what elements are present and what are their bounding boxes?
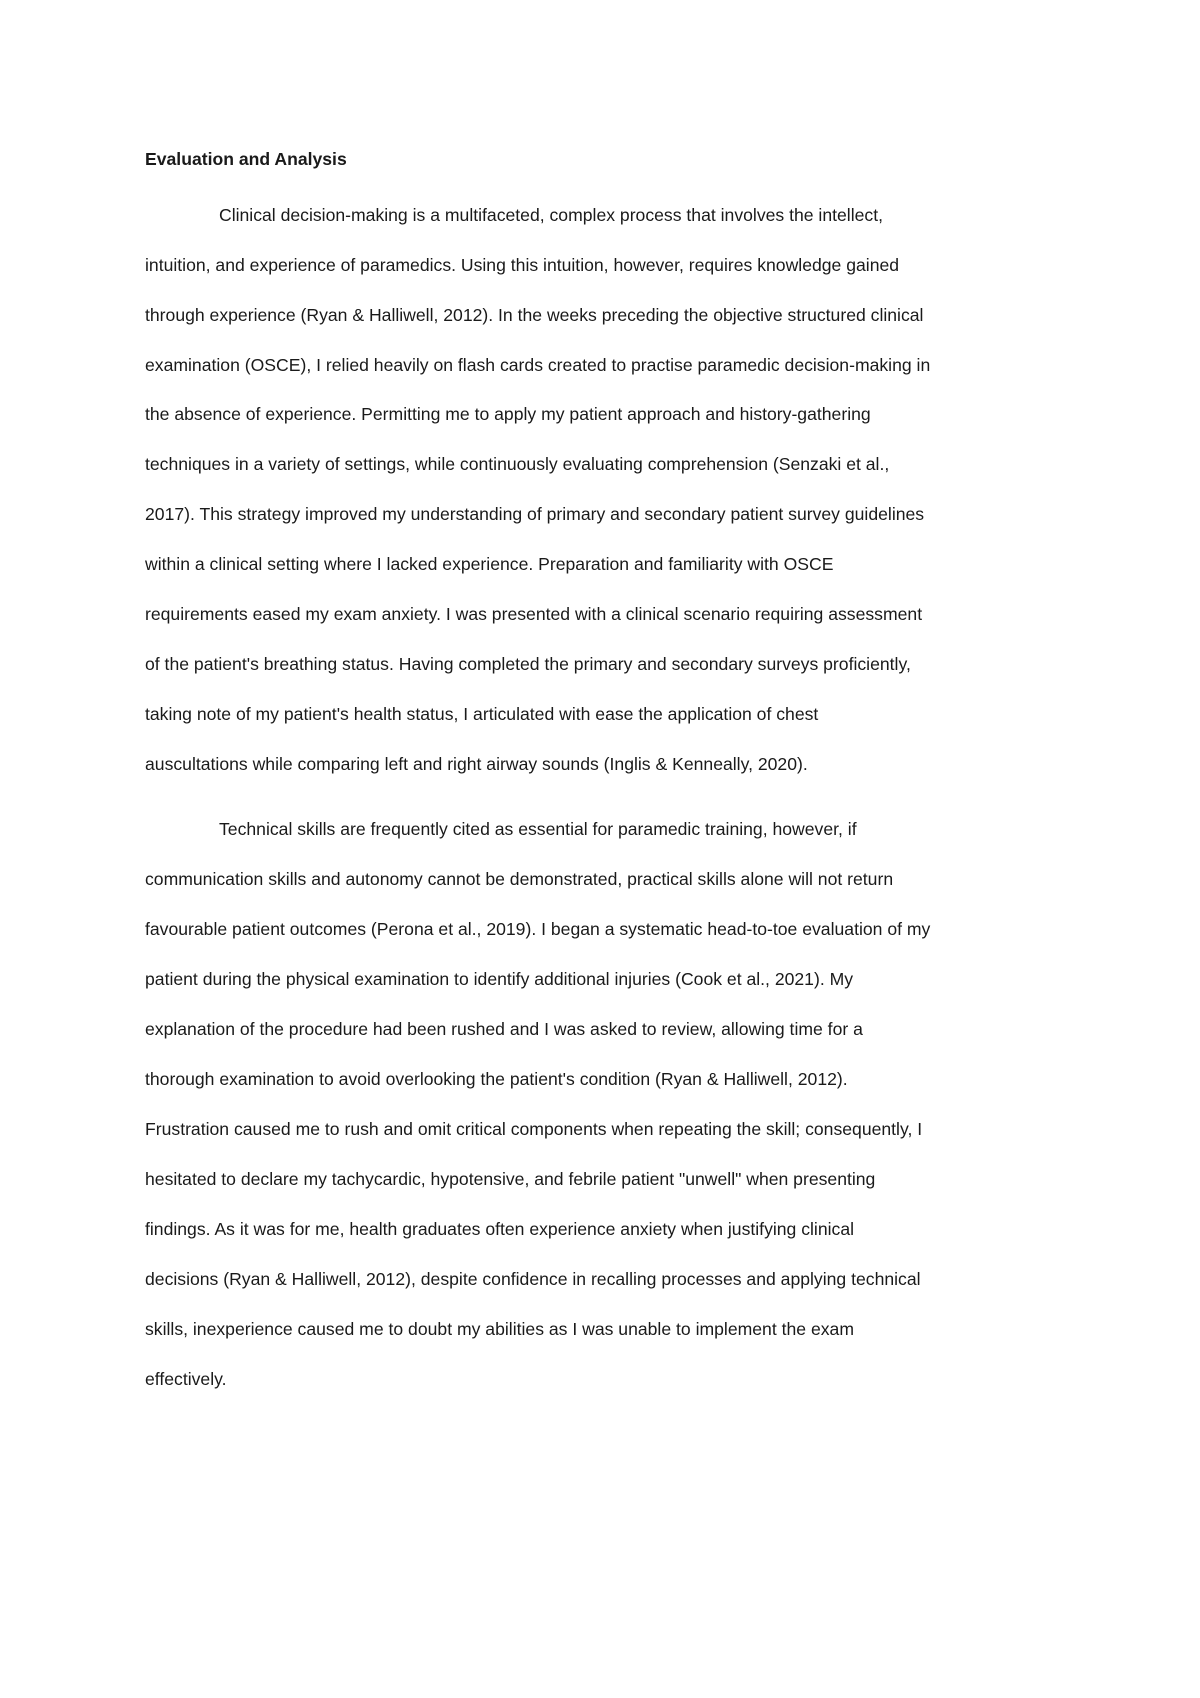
paragraph-line: within a clinical setting where I lacked experience. Preparation and familiarity with OSCE [145, 554, 834, 574]
paragraph-line: through experience (Ryan & Halliwell, 2012). In the weeks preceding the objective structured clinical [145, 305, 924, 325]
paragraph-line: Technical skills are frequently cited as essential for paramedic training, however, if [219, 819, 857, 839]
paragraph-line: decisions (Ryan & Halliwell, 2012), despite confidence in recalling processes and applying technical [145, 1269, 921, 1289]
paragraph-line: Clinical decision-making is a multifaceted, complex process that involves the intellect, [219, 205, 883, 225]
paragraph-line: auscultations while comparing left and right airway sounds (Inglis & Kenneally, 2020). [145, 754, 808, 774]
paragraph-line: explanation of the procedure had been rushed and I was asked to review, allowing time for a [145, 1019, 863, 1039]
paragraph-line: findings. As it was for me, health graduates often experience anxiety when justifying clinical [145, 1219, 855, 1239]
paragraph-line: skills, inexperience caused me to doubt my abilities as I was unable to implement the exam [145, 1319, 854, 1339]
section-heading: Evaluation and Analysis [145, 149, 347, 169]
paragraph-line: of the patient's breathing status. Having completed the primary and secondary surveys proficiently, [145, 654, 911, 674]
paragraph-line: effectively. [145, 1369, 227, 1389]
paragraph-line: requirements eased my exam anxiety. I was presented with a clinical scenario requiring assessment [145, 604, 923, 624]
paragraph-line: communication skills and autonomy cannot be demonstrated, practical skills alone will not return [145, 869, 894, 889]
paragraph-line: patient during the physical examination to identify additional injuries (Cook et al., 2021). My [145, 969, 854, 989]
paragraph-line: the absence of experience. Permitting me to apply my patient approach and history-gathering [145, 404, 871, 424]
paragraph-line: thorough examination to avoid overlooking the patient's condition (Ryan & Halliwell, 2012). [145, 1069, 848, 1089]
paragraph-line: taking note of my patient's health status, I articulated with ease the application of chest [145, 704, 819, 724]
paragraph-line: hesitated to declare my tachycardic, hypotensive, and febrile patient "unwell" when presenting [145, 1169, 876, 1189]
paragraph-line: techniques in a variety of settings, while continuously evaluating comprehension (Senzaki et al., [145, 454, 890, 474]
paragraph-line: examination (OSCE), I relied heavily on flash cards created to practise paramedic decision-making in [145, 355, 931, 375]
paragraph-line: favourable patient outcomes (Perona et al., 2019). I began a systematic head-to-toe evaluation of my [145, 919, 931, 939]
paragraph-line: 2017). This strategy improved my understanding of primary and secondary patient survey guidelines [145, 504, 925, 524]
paragraph-line: Frustration caused me to rush and omit critical components when repeating the skill; consequently, I [145, 1119, 923, 1139]
paragraph-line: intuition, and experience of paramedics. Using this intuition, however, requires knowledge gained [145, 255, 900, 275]
